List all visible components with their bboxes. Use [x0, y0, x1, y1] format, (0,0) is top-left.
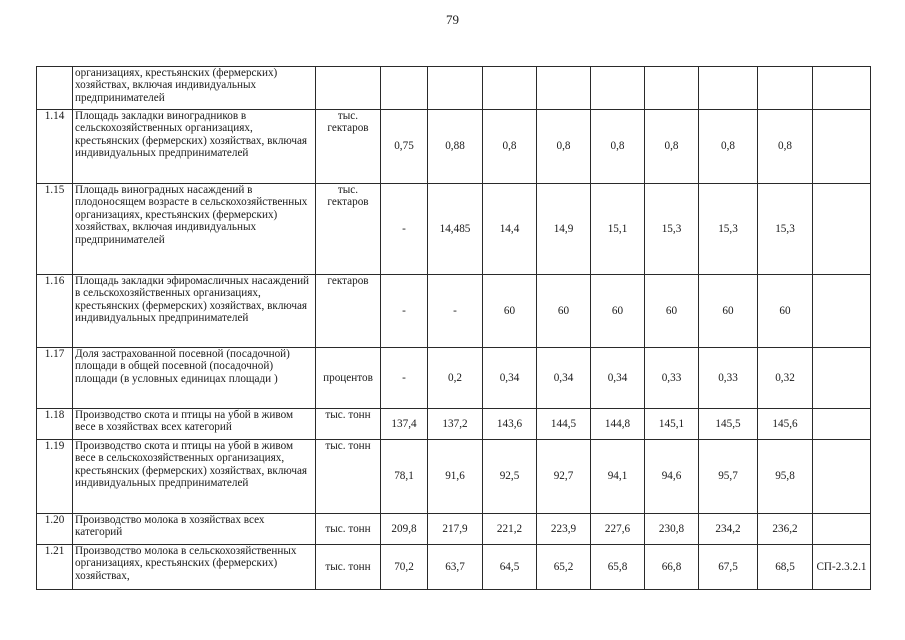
- value-cell: 0,34: [483, 348, 537, 409]
- value-cell: 234,2: [699, 514, 758, 545]
- value-cell: 14,4: [483, 184, 537, 275]
- program-code-cell: [813, 184, 871, 275]
- value-cell: [699, 67, 758, 110]
- row-number: 1.20: [37, 514, 73, 545]
- value-cell: -: [428, 275, 483, 348]
- value-cell: [428, 67, 483, 110]
- value-cell: 145,5: [699, 409, 758, 440]
- indicator-name: Производство молока в хозяйствах всех категорий: [73, 514, 316, 545]
- indicator-name: Производство скота и птицы на убой в живом весе в хозяйствах всех категорий: [73, 409, 316, 440]
- program-code-cell: СП-2.3.2.1: [813, 545, 871, 590]
- value-cell: 0,8: [483, 110, 537, 184]
- value-cell: 60: [699, 275, 758, 348]
- row-number: 1.21: [37, 545, 73, 590]
- table-row: [37, 514, 871, 545]
- unit-cell: гектаров: [316, 275, 381, 348]
- value-cell: 144,5: [537, 409, 591, 440]
- row-number: 1.14: [37, 110, 73, 184]
- value-cell: 0,33: [699, 348, 758, 409]
- program-code-cell: [813, 110, 871, 184]
- table-row: [37, 275, 871, 348]
- value-cell: 209,8: [381, 514, 428, 545]
- value-cell: 0,32: [758, 348, 813, 409]
- value-cell: 67,5: [699, 545, 758, 590]
- unit-cell: тыс. тонн: [316, 545, 381, 590]
- value-cell: 15,3: [645, 184, 699, 275]
- value-cell: -: [381, 184, 428, 275]
- row-number: 1.16: [37, 275, 73, 348]
- value-cell: [591, 67, 645, 110]
- value-cell: 236,2: [758, 514, 813, 545]
- value-cell: 137,4: [381, 409, 428, 440]
- row-number: [37, 67, 73, 110]
- unit-cell: [316, 67, 381, 110]
- value-cell: [483, 67, 537, 110]
- program-code-cell: [813, 514, 871, 545]
- value-cell: 0,8: [699, 110, 758, 184]
- value-cell: 91,6: [428, 440, 483, 514]
- value-cell: [537, 67, 591, 110]
- value-cell: 63,7: [428, 545, 483, 590]
- value-cell: 94,1: [591, 440, 645, 514]
- indicator-name: организациях, крестьянских (фермерских) хозяйствах, включая индивидуальных предпринимателей: [73, 67, 316, 110]
- value-cell: [645, 67, 699, 110]
- value-cell: [381, 67, 428, 110]
- value-cell: 14,9: [537, 184, 591, 275]
- value-cell: 60: [758, 275, 813, 348]
- unit-cell: тыс. гектаров: [316, 110, 381, 184]
- value-cell: -: [381, 348, 428, 409]
- value-cell: 0,2: [428, 348, 483, 409]
- value-cell: 230,8: [645, 514, 699, 545]
- table-row: [37, 110, 871, 184]
- unit-cell: тыс. тонн: [316, 409, 381, 440]
- indicator-name: Площадь закладки эфиромасличных насаждений в сельскохозяйственных организациях, крестьянских (фермерских) хозяйствах, включая индивидуальных предпринимателей: [73, 275, 316, 348]
- value-cell: 0,8: [645, 110, 699, 184]
- unit-cell: тыс. тонн: [316, 514, 381, 545]
- value-cell: 94,6: [645, 440, 699, 514]
- value-cell: 60: [591, 275, 645, 348]
- indicator-name: Производство скота и птицы на убой в живом весе в сельскохозяйственных организациях, крестьянских (фермерских) хозяйствах, включая индивидуальных предпринимателей: [73, 440, 316, 514]
- program-code-cell: [813, 275, 871, 348]
- value-cell: 95,7: [699, 440, 758, 514]
- row-number: 1.15: [37, 184, 73, 275]
- program-code-cell: [813, 348, 871, 409]
- table-row: [37, 545, 871, 590]
- value-cell: 221,2: [483, 514, 537, 545]
- value-cell: 60: [645, 275, 699, 348]
- row-number: 1.19: [37, 440, 73, 514]
- table-row: [37, 67, 871, 110]
- value-cell: 0,8: [758, 110, 813, 184]
- value-cell: 65,8: [591, 545, 645, 590]
- value-cell: 66,8: [645, 545, 699, 590]
- program-code-cell: [813, 409, 871, 440]
- indicator-name: Доля застрахованной посевной (посадочной) площади в общей посевной (посадочной) площади (в условных единицах площади ): [73, 348, 316, 409]
- row-number: 1.18: [37, 409, 73, 440]
- value-cell: 70,2: [381, 545, 428, 590]
- value-cell: 15,3: [758, 184, 813, 275]
- value-cell: 0,33: [645, 348, 699, 409]
- value-cell: 137,2: [428, 409, 483, 440]
- value-cell: 68,5: [758, 545, 813, 590]
- indicator-name: Производство молока в сельскохозяйственных организациях, крестьянских (фермерских) хозяйствах,: [73, 545, 316, 590]
- value-cell: 145,1: [645, 409, 699, 440]
- table-row: [37, 184, 871, 275]
- table-row: [37, 440, 871, 514]
- value-cell: 0,8: [537, 110, 591, 184]
- page-number: 79: [446, 12, 459, 27]
- value-cell: 227,6: [591, 514, 645, 545]
- indicators-table: [36, 66, 871, 590]
- program-code-cell: [813, 440, 871, 514]
- table-row: [37, 348, 871, 409]
- value-cell: 0,34: [537, 348, 591, 409]
- program-code-cell: [813, 67, 871, 110]
- value-cell: 64,5: [483, 545, 537, 590]
- value-cell: -: [381, 275, 428, 348]
- value-cell: 95,8: [758, 440, 813, 514]
- value-cell: 60: [483, 275, 537, 348]
- value-cell: 78,1: [381, 440, 428, 514]
- indicator-name: Площадь виноградных насаждений в плодоносящем возрасте в сельскохозяйственных организациях, крестьянских (фермерских) хозяйствах, включая индивидуальных предпринимателей: [73, 184, 316, 275]
- value-cell: 217,9: [428, 514, 483, 545]
- row-number: 1.17: [37, 348, 73, 409]
- value-cell: 145,6: [758, 409, 813, 440]
- indicator-name: Площадь закладки виноградников в сельскохозяйственных организациях, крестьянских (фермерских) хозяйствах, включая индивидуальных предпринимателей: [73, 110, 316, 184]
- value-cell: 15,1: [591, 184, 645, 275]
- value-cell: 223,9: [537, 514, 591, 545]
- unit-cell: процентов: [316, 348, 381, 409]
- unit-cell: тыс. гектаров: [316, 184, 381, 275]
- value-cell: 0,8: [591, 110, 645, 184]
- value-cell: 144,8: [591, 409, 645, 440]
- unit-cell: тыс. тонн: [316, 440, 381, 514]
- value-cell: 65,2: [537, 545, 591, 590]
- value-cell: 92,7: [537, 440, 591, 514]
- value-cell: [758, 67, 813, 110]
- value-cell: 60: [537, 275, 591, 348]
- value-cell: 0,75: [381, 110, 428, 184]
- value-cell: 0,34: [591, 348, 645, 409]
- value-cell: 143,6: [483, 409, 537, 440]
- value-cell: 14,485: [428, 184, 483, 275]
- value-cell: 92,5: [483, 440, 537, 514]
- value-cell: 0,88: [428, 110, 483, 184]
- value-cell: 15,3: [699, 184, 758, 275]
- table-row: [37, 409, 871, 440]
